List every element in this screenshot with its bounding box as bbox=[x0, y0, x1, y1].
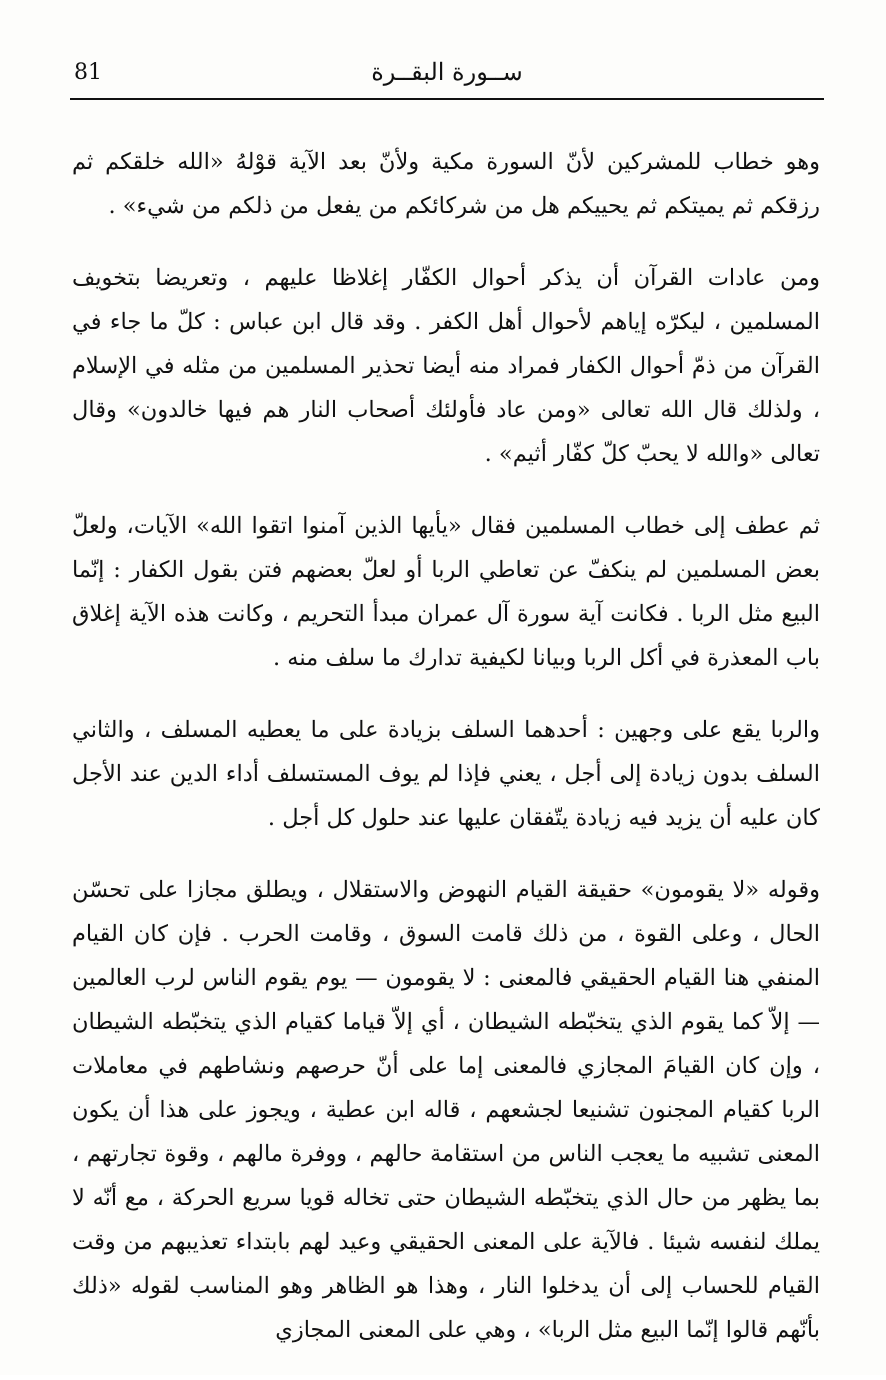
page-number: 81 bbox=[74, 60, 102, 85]
paragraph-5: وقوله «لا يقومون» حقيقة القيام النهوض والاستقلال ، ويطلق مجازا على تحسّن الحال ، وعلى القوة ، من ذلك قامت السوق ، وقامت الحرب . فإن كان القيام المنفي هنا القيام الحقيقي فالمعنى : لا يقومون — يوم يقوم الناس لرب العالمين — إلاّ كما يقوم الذي يتخبّطه الشيطان ، أي إلاّ قياما كقيام الذي يتخبّطه الشيطان ، وإن كان القيامَ المجازي فالمعنى إما على أنّ حرصهم ونشاطهم في معاملات الربا كقيام المجنون تشنيعا لجشعهم ، قاله ابن عطية ، ويجوز على هذا أن يكون المعنى تشبيه ما يعجب الناس من استقامة حالهم ، ووفرة مالهم ، وقوة تجارتهم ، بما يظهر من حال الذي يتخبّطه الشيطان حتى تخاله قويا سريع الحركة ، مع أنّه لا يملك لنفسه شيئا . فالآية على المعنى الحقيقي وعيد لهم بابتداء تعذيبهم من وقت القيام للحساب إلى أن يدخلوا النار ، وهذا هو الظاهر وهو المناسب لقوله «ذلك بأنّهم قالوا إنّما البيع مثل الربا» ، وهي على المعنى المجازي bbox=[72, 877, 820, 1343]
paragraph-3: ثم عطف إلى خطاب المسلمين فقال «يأيها الذين آمنوا اتقوا الله» الآيات، ولعلّ بعض المسلمين لم ينكفّ عن تعاطي الربا أو لعلّ بعضهم فتن بقول الكفار : إنّما البيع مثل الربا . فكانت آية سورة آل عمران مبدأ التحريم ، وكانت هذه الآية إغلاق باب المعذرة في أكل الربا وبيانا لكيفية تدارك ما سلف منه . bbox=[72, 513, 820, 671]
running-title: ســورة البقــرة bbox=[371, 58, 523, 86]
paragraph-1: وهو خطاب للمشركين لأنّ السورة مكية ولأنّ بعد الآية قوْلهُ «الله خلقكم ثم رزقكم ثم يميتكم ثم يحييكم هل من شركائكم من يفعل من ذلكم من شيء» . bbox=[72, 149, 820, 219]
paragraph-4: والربا يقع على وجهين : أحدهما السلف بزيادة على ما يعطيه المسلف ، والثاني السلف بدون زيادة إلى أجل ، يعني فإذا لم يوف المستسلف أداء الدين عند الأجل كان عليه أن يزيد فيه زيادة يتّفقان عليها عند حلول كل أجل . bbox=[72, 717, 820, 831]
paragraph-2: ومن عادات القرآن أن يذكر أحوال الكفّار إغلاظا عليهم ، وتعريضا بتخويف المسلمين ، ليكرّه إياهم لأحوال أهل الكفر . وقد قال ابن عباس : كلّ ما جاء في القرآن من ذمّ أحوال الكفار فمراد منه أيضا تحذير المسلمين من مثله في الإسلام ، ولذلك قال الله تعالى «ومن عاد فأولئك أصحاب النار هم فيها خالدون» وقال تعالى «والله لا يحبّ كلّ كفّار أثيم» . bbox=[72, 265, 820, 467]
page-header bbox=[70, 58, 824, 100]
header-rule bbox=[70, 98, 824, 100]
body-text bbox=[72, 140, 820, 1380]
